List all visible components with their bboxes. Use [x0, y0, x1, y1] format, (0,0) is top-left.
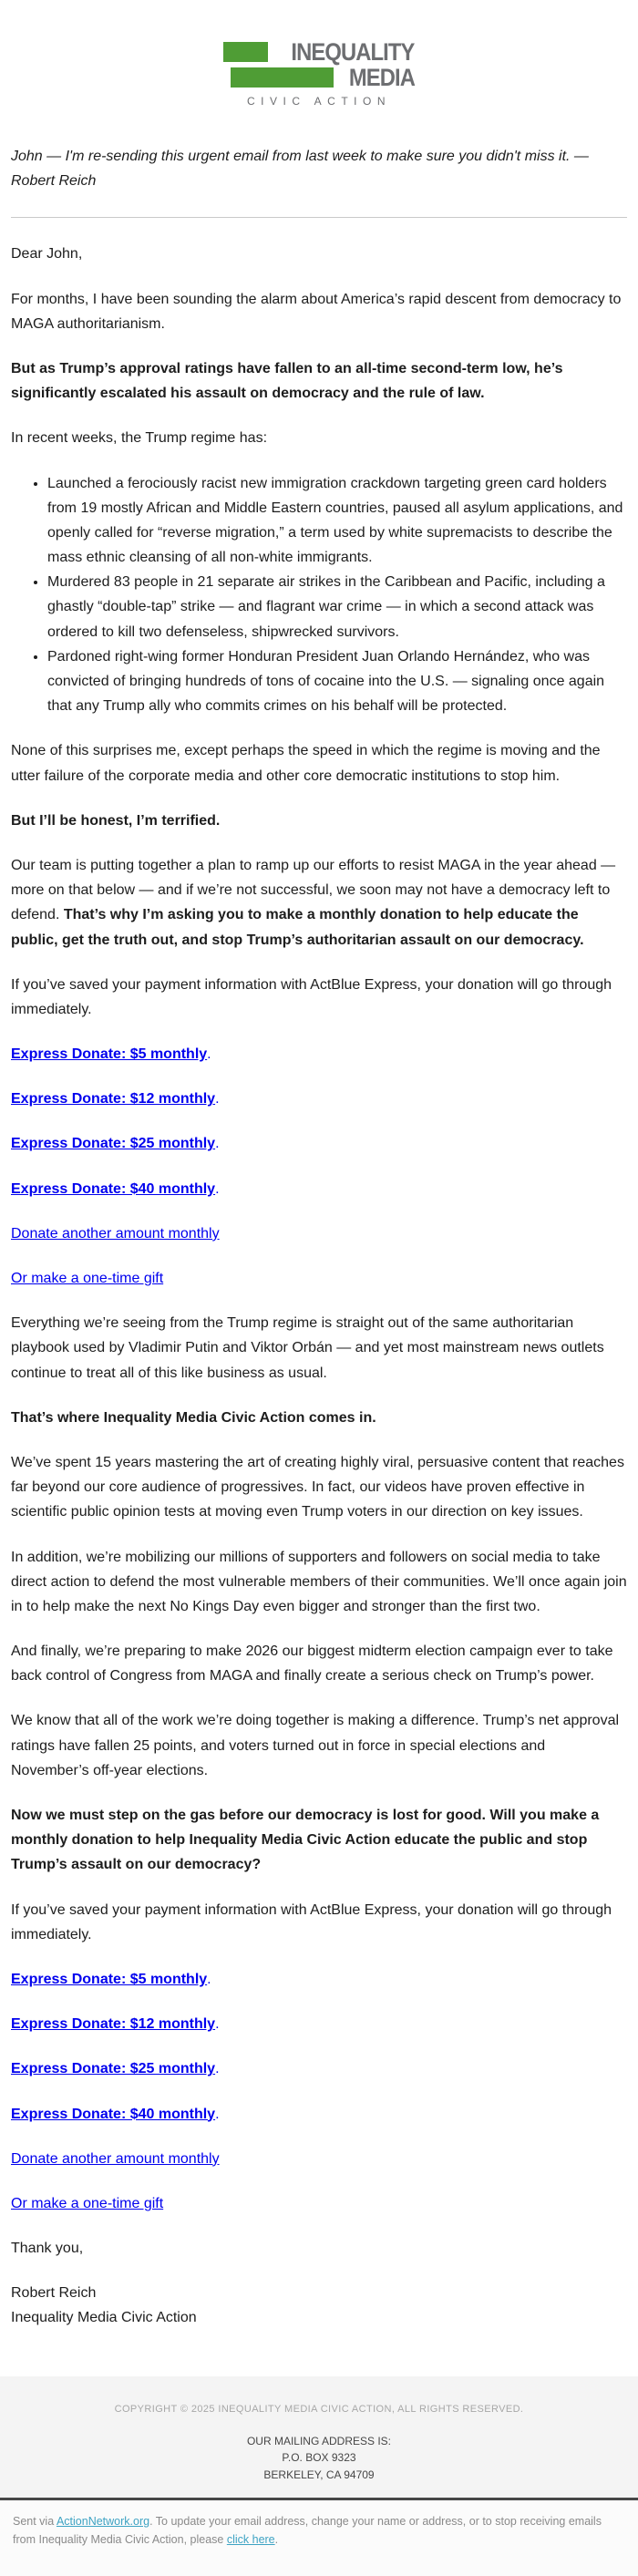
- donate-other-amount-link-2[interactable]: Donate another amount monthly: [11, 2150, 220, 2167]
- paragraph-approval-bold: But as Trump’s approval ratings have fallen to an all-time second-term low, he’s significantly escalated his assault on democracy and the rule of law.: [11, 360, 563, 402]
- paragraph-recent-weeks: In recent weeks, the Trump regime has:: [11, 430, 268, 447]
- link-period: .: [215, 1136, 220, 1152]
- sent-via-suffix: .: [274, 2532, 279, 2546]
- express-donate-12-link[interactable]: Express Donate: $12 monthly: [11, 1091, 216, 1108]
- donate-row: [11, 2147, 627, 2171]
- preheader-note: John — I'm re-sending this urgent email from last week to make sure you didn't miss it. — Robert Reich: [11, 149, 589, 190]
- donate-row: [11, 1087, 627, 1111]
- donate-row: [11, 2056, 627, 2081]
- footer-band: [0, 2376, 638, 2499]
- logo-tagline: CIVIC ACTION: [246, 95, 391, 108]
- paragraph-thats-where-bold: That’s where Inequality Media Civic Action comes in.: [11, 1409, 376, 1426]
- donate-row: [11, 1131, 627, 1156]
- address-po-box: P.O. BOX 9323: [282, 2451, 356, 2465]
- logo-green-bar-top: [223, 42, 268, 62]
- regime-actions-list: [11, 471, 627, 719]
- thank-you-line: Thank you,: [11, 2241, 84, 2257]
- donate-row: [11, 2102, 627, 2127]
- link-period: .: [207, 1971, 211, 1987]
- donate-row: [11, 1042, 627, 1066]
- paragraph-terrified-bold: But I’ll be honest, I’m terrified.: [11, 812, 221, 829]
- donate-row: [11, 1177, 627, 1201]
- one-time-gift-link[interactable]: Or make a one-time gift: [11, 1271, 164, 1286]
- list-item-pardon: • Pardoned right-wing former Honduran President Juan Orlando Hernández, who was convicted of bringing hundreds of tons of cocaine into the U.S. — signaling once again that any Trump ally who commits crimes on his behalf will be protected.: [47, 644, 627, 719]
- mailing-address: [27, 2433, 611, 2484]
- team-plan-bold: That’s why I’m asking you to make a monthly donation to help educate the public, get the truth out, and stop Trump’s authoritarian assault on our democracy.: [11, 907, 584, 948]
- paragraph-step-on-gas-bold: Now we must step on the gas before our democracy is lost for good. Will you make a monthly donation to help Inequality Media Civic Action educate the public and stop Trump’s assault on our democracy?: [11, 1808, 600, 1873]
- address-city: BERKELEY, CA 94709: [263, 2468, 375, 2481]
- express-donate-5-link-2[interactable]: Express Donate: $5 monthly: [11, 1971, 208, 1987]
- list-item-air-strikes: • Murdered 83 people in 21 separate air strikes in the Caribbean and Pacific, including a ghastly “double-tap” strike — and flagrant war crime — in which a second attack was ordered to kill two defenseless, shipwrecked survivors.: [47, 570, 627, 644]
- sent-via-strip: [0, 2500, 638, 2576]
- one-time-gift-link-2[interactable]: Or make a one-time gift: [11, 2195, 164, 2211]
- sent-via-prefix: Sent via: [13, 2515, 57, 2529]
- unsubscribe-click-here-link[interactable]: click here: [226, 2532, 275, 2546]
- paragraph-team-plan: [11, 853, 627, 953]
- divider-line: [11, 217, 627, 218]
- donate-other-amount-link[interactable]: Donate another amount monthly: [11, 1225, 220, 1242]
- paragraph-none-surprises: None of this surprises me, except perhaps the speed in which the regime is moving and the utter failure of the corporate media and other core democratic institutions to stop him.: [11, 743, 601, 784]
- paragraph-mobilizing: In addition, we’re mobilizing our millions of supporters and followers on social media to take direct action to defend the most vulnerable members of their communities. We’ll once again join in to help make the next No Kings Day even bigger and stronger than the first two.: [11, 1549, 627, 1614]
- logo-green-bar-bottom: [231, 67, 334, 88]
- signature-org: Inequality Media Civic Action: [11, 2310, 197, 2326]
- donate-row: [11, 2191, 627, 2216]
- logo-row-2: [223, 64, 415, 91]
- action-network-link[interactable]: ActionNetwork.org: [56, 2515, 150, 2529]
- donate-row: [11, 1266, 627, 1291]
- link-period: .: [215, 1091, 220, 1108]
- paragraph-actblue-2: If you’ve saved your payment information with ActBlue Express, your donation will go through immediately.: [11, 1901, 612, 1942]
- signature-block: [11, 2281, 627, 2330]
- copyright-notice: COPYRIGHT © 2025 INEQUALITY MEDIA CIVIC ACTION, ALL RIGHTS RESERVED.: [114, 2403, 524, 2415]
- address-label: OUR MAILING ADDRESS IS:: [246, 2434, 392, 2447]
- logo-word-inequality: INEQUALITY: [291, 38, 415, 66]
- logo-word-media: MEDIA: [348, 64, 415, 91]
- sent-via-middle: . To update your email address, change your name or address, or to stop receiving emails from Inequality Media Civic Action, please: [13, 2515, 602, 2546]
- express-donate-40-link-2[interactable]: Express Donate: $40 monthly: [11, 2106, 216, 2122]
- express-donate-12-link-2[interactable]: Express Donate: $12 monthly: [11, 2016, 216, 2033]
- paragraph-actblue-1: If you’ve saved your payment information with ActBlue Express, your donation will go through immediately.: [11, 976, 612, 1017]
- donate-row: [11, 2012, 627, 2036]
- paragraph-everything: Everything we’re seeing from the Trump regime is straight out of the same authoritarian playbook used by Vladimir Putin and Viktor Orbán — and yet most mainstream news outlets continue to treat all of this like business as usual.: [11, 1315, 604, 1381]
- paragraph-alarm: For months, I have been sounding the alarm about America’s rapid descent from democracy to MAGA authoritarianism.: [11, 291, 622, 332]
- express-donate-40-link[interactable]: Express Donate: $40 monthly: [11, 1180, 216, 1197]
- donate-row: [11, 1221, 627, 1246]
- inequality-media-logo[interactable]: [223, 38, 415, 108]
- sent-via-text: [13, 2513, 625, 2549]
- link-period: .: [215, 2106, 220, 2122]
- express-donate-25-link-2[interactable]: Express Donate: $25 monthly: [11, 2061, 216, 2077]
- link-period: .: [215, 2016, 220, 2033]
- logo-row-1: [223, 38, 415, 66]
- link-period: .: [207, 1046, 211, 1063]
- express-donate-5-link[interactable]: Express Donate: $5 monthly: [11, 1046, 208, 1063]
- salutation: Dear John,: [11, 246, 83, 263]
- email-content: [0, 117, 638, 2351]
- link-period: .: [215, 1180, 220, 1197]
- team-plan-regular: Our team is putting together a plan to ramp up our efforts to resist MAGA in the year ahead — more on that below — and if we’re not successful, we soon may not have a democracy left to defend.: [11, 857, 616, 923]
- list-item-immigration: • Launched a ferociously racist new immigration crackdown targeting green card holders from 19 mostly African and Middle Eastern countries, paused all asylum applications, and openly called for “reverse migration,” a term used by white supremacists to describe the mass ethnic cleansing of all non-white immigrants.: [47, 471, 627, 571]
- link-period: .: [215, 2061, 220, 2077]
- signature-name: Robert Reich: [11, 2285, 97, 2302]
- express-donate-25-link[interactable]: Express Donate: $25 monthly: [11, 1136, 216, 1152]
- donate-row: [11, 1967, 627, 1992]
- paragraph-making-difference: We know that all of the work we’re doing together is making a difference. Trump’s net approval ratings have fallen 25 points, and voters turned out in force in special elections and November’s off-year elections.: [11, 1713, 620, 1778]
- paragraph-spent-15-years: We’ve spent 15 years mastering the art of creating highly viral, persuasive content that reaches far beyond our core audience of progressives. In fact, our videos have proven effective in scientific public opinion tests at moving even Trump voters in our direction on key issues.: [11, 1454, 624, 1520]
- paragraph-midterm-2026: And finally, we’re preparing to make 2026 our biggest midterm election campaign ever to take back control of Congress from MAGA and finally create a serious check on Trump’s power.: [11, 1643, 613, 1685]
